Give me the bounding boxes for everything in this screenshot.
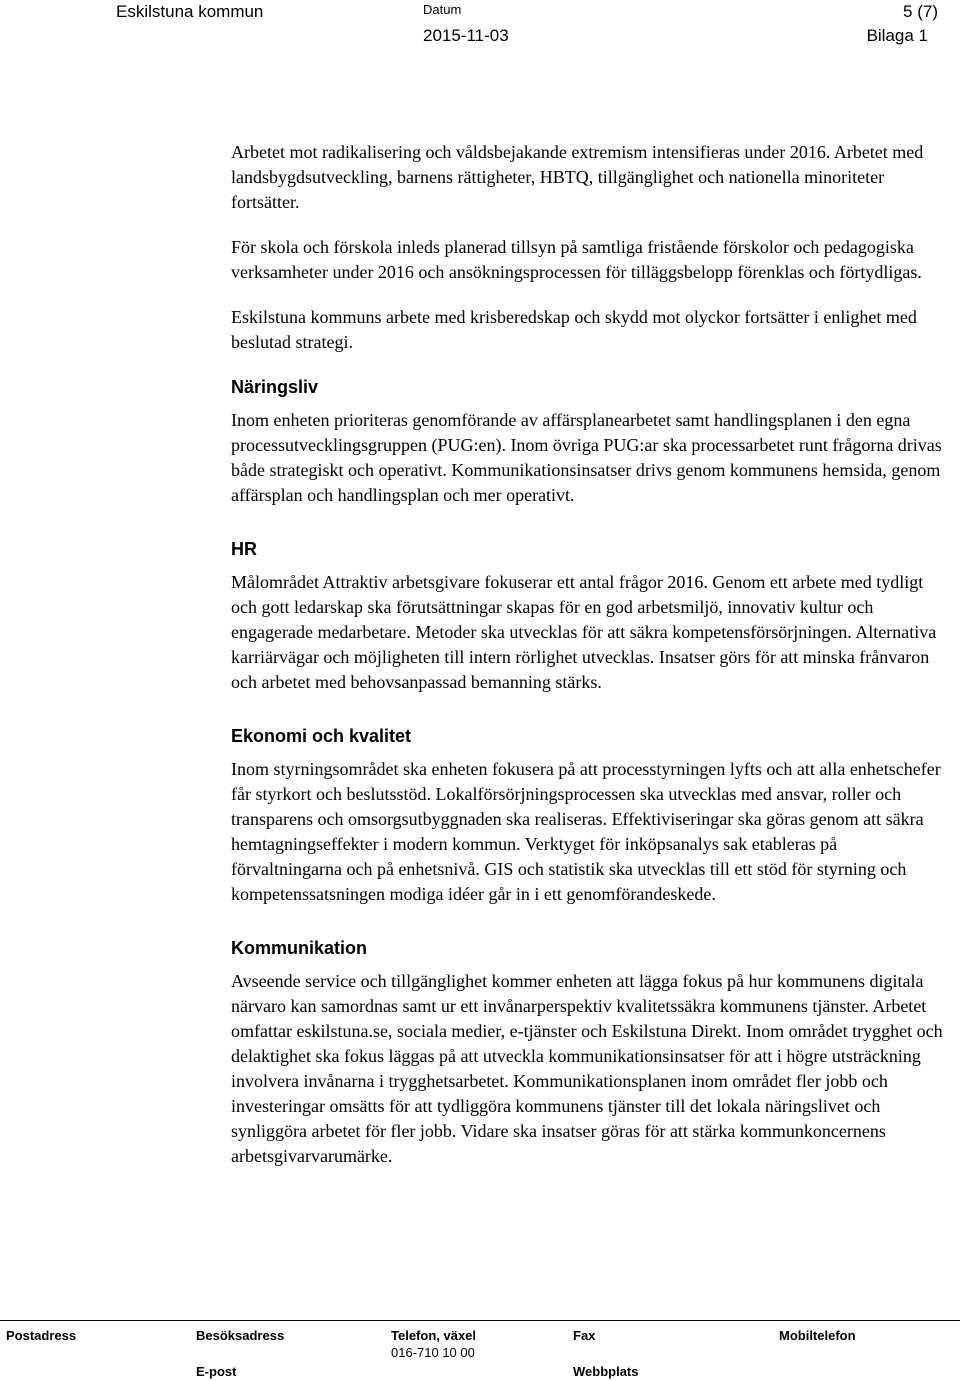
paragraph-radikalisering: Arbetet mot radikalisering och våldsbejakande extremism intensifieras under 2016. Arbetet med landsbygdsutveckling, barnens rättigheter, HBTQ, tillgänglighet och nationella minoriteter fortsätter. <box>231 142 924 212</box>
paragraph-skola: För skola och förskola inleds planerad tillsyn på samtliga fristående förskolor och pedagogiska verksamheter under 2016 och ansökningsprocessen för tilläggsbelopp förenklas och förtydligas. <box>231 237 922 282</box>
heading-ekonomi: Ekonomi och kvalitet <box>231 726 412 746</box>
footer-mobiltelefon-label: Mobiltelefon <box>779 1328 856 1343</box>
heading-kommunikation: Kommunikation <box>231 938 368 958</box>
footer-webbplats-label: Webbplats <box>573 1364 639 1379</box>
footer-fax-label: Fax <box>573 1328 596 1343</box>
document-body <box>231 140 951 1169</box>
paragraph-naringsliv: Inom enheten prioriteras genomförande av affärsplanearbetet samt handlingsplanen i den egna processutvecklingsgruppen (PUG:en). Inom övriga PUG:ar ska processarbetet runt frågorna drivas både strategiskt och operativt. Kommunikationsinsatser drivs genom kommunens hemsida, genom affärsplan och handlingsplan och mer operativt. <box>231 410 942 505</box>
date-label: Datum <box>423 2 462 17</box>
paragraph-krisberedskap: Eskilstuna kommuns arbete med krisberedskap och skydd mot olyckor fortsätter i enlighet med beslutad strategi. <box>231 307 917 352</box>
heading-hr: HR <box>231 539 257 559</box>
paragraph-ekonomi: Inom styrningsområdet ska enheten fokusera på att processtyrningen lyfts och att alla enhetschefer får styrkort och beslutsstöd. Lokalförsörjningsprocessen ska utvecklas med ansvar, roller och transparens och omsorgsutbyggnaden ska realiseras. Effektiviseringar ska göras genom att säkra hemtagningseffekter i modern kommun. Verktyget för inköpsanalys sak etableras på förvaltningarna och på enhetsnivå. GIS och statistik ska utvecklas till ett stöd för styrning och kompetenssatsningen modiga idéer går in i ett genomförandeskede. <box>231 759 941 904</box>
footer-telefon-value: 016-710 10 00 <box>391 1345 475 1360</box>
paragraph-kommunikation: Avseende service och tillgänglighet kommer enheten att lägga fokus på hur kommunens digitala närvaro kan samordnas samt ur ett invånarperspektiv kvalitetssäkra kommunens tjänster. Arbetet omfattar eskilstuna.se, sociala medier, e-tjänster och Eskilstuna Direkt. Inom området trygghet och delaktighet ska fokus läggas på att utveckla kommunikationsinsatser för att i högre utsträckning involvera invånarna i trygghetsarbetet. Kommunikationsplanen inom området fler jobb och investeringar omsätts för att tydliggöra kommunens tjänster till det lokala näringslivet och synliggöra arbetet för fler jobb. Vidare ska insatser göras för att stärka kommunkoncernens arbetsgivarvarumärke. <box>231 971 943 1166</box>
attachment-label: Bilaga 1 <box>866 26 928 45</box>
footer-besoksadress-label: Besöksadress <box>196 1328 285 1343</box>
paragraph-hr: Målområdet Attraktiv arbetsgivare fokuserar ett antal frågor 2016. Genom ett arbete med tydligt och gott ledarskap ska förutsättningar skapas för en god arbetsmiljö, innovativ kultur och engagerade medarbetare. Metoder ska utvecklas för att säkra kompetensförsörjningen. Alternativa karriärvägar och möjligheten till intern rörlighet utvecklas. Insatser görs för att minska frånvaron och arbetet med behovsanpassad bemanning stärks. <box>231 572 937 692</box>
footer-telefon-label: Telefon, växel <box>391 1328 477 1343</box>
heading-naringsliv: Näringsliv <box>231 377 319 397</box>
organization-name: Eskilstuna kommun <box>116 2 264 21</box>
page-number: 5 (7) <box>903 2 938 21</box>
footer-divider <box>0 1320 960 1321</box>
document-date: 2015-11-03 <box>423 26 509 45</box>
footer-postadress-label: Postadress <box>6 1328 77 1343</box>
footer-epost-label: E-post <box>196 1364 237 1379</box>
